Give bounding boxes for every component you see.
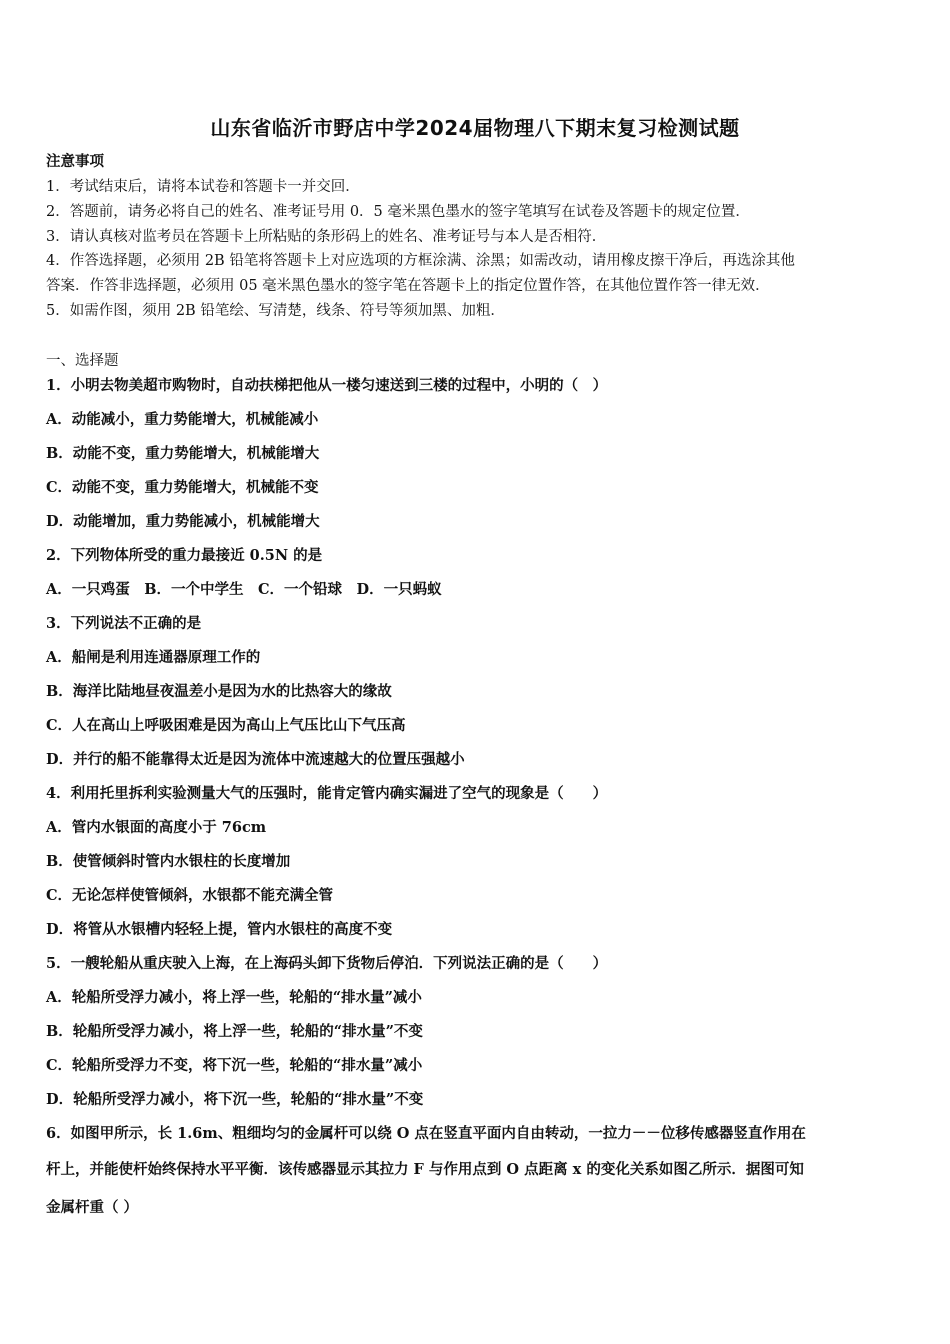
question-6-line-1: 6．如图甲所示，长 1.6m、粗细均匀的金属杆可以绕 O 点在竖直平面内自由转动，一拉力－－位移传感器竖直作用在: [46, 1125, 806, 1142]
question-2-options: A．一只鸡蛋 B．一个中学生 C．一个铅球 D．一只蚂蚁: [46, 581, 442, 598]
question-3-option-a: A．船闸是利用连通器原理工作的: [46, 649, 261, 666]
notes-item: 3．请认真核对监考员在答题卡上所粘贴的条形码上的姓名、准考证号与本人是否相符．: [46, 229, 607, 245]
notes-item: 2．答题前，请务必将自己的姓名、准考证号用 0．5 毫米黑色墨水的签字笔填写在试卷及答题卡的规定位置．: [46, 204, 750, 220]
question-3-option-c: C．人在高山上呼吸困难是因为高山上气压比山下气压高: [46, 717, 406, 734]
question-5-option-c: C．轮船所受浮力不变，将下沉一些，轮船的“排水量”减小: [46, 1057, 423, 1074]
question-5-stem: 5．一艘轮船从重庆驶入上海，在上海码头卸下货物后停泊．下列说法正确的是（ ）: [46, 955, 608, 972]
question-4-stem: 4．利用托里拆利实验测量大气的压强时，能肯定管内确实漏进了空气的现象是（ ）: [46, 785, 608, 802]
notes-item: 答案．作答非选择题，必须用 05 毫米黑色墨水的签字笔在答题卡上的指定位置作答，在其他位置作答一律无效．: [46, 278, 770, 294]
question-3-option-b: B．海洋比陆地昼夜温差小是因为水的比热容大的缘故: [46, 683, 392, 700]
notes-item: 4．作答选择题，必须用 2B 铅笔将答题卡上对应选项的方框涂满、涂黑；如需改动，请用橡皮擦干净后，再选涂其他: [46, 253, 795, 269]
question-1-option-b: B．动能不变，重力势能增大，机械能增大: [46, 445, 320, 462]
question-2-stem: 2．下列物体所受的重力最接近 0.5N 的是: [46, 547, 323, 564]
section-heading: 一、选择题: [46, 353, 119, 369]
question-6-line-2: 杆上，并能使杆始终保持水平平衡．该传感器显示其拉力 F 与作用点到 O 点距离 x 的变化关系如图乙所示．据图可知: [46, 1161, 804, 1178]
notes-item: 1．考试结束后，请将本试卷和答题卡一并交回．: [46, 179, 360, 195]
question-6-line-3: 金属杆重（ ）: [46, 1199, 139, 1216]
question-5-option-b: B．轮船所受浮力减小，将上浮一些，轮船的“排水量”不变: [46, 1023, 423, 1040]
question-3-stem: 3．下列说法不正确的是: [46, 615, 202, 632]
question-3-option-d: D．并行的船不能靠得太近是因为流体中流速越大的位置压强越小: [46, 751, 465, 768]
question-4-option-d: D．将管从水银槽内轻轻上提，管内水银柱的高度不变: [46, 921, 393, 938]
question-4-option-b: B．使管倾斜时管内水银柱的长度增加: [46, 853, 291, 870]
question-5-option-d: D．轮船所受浮力减小，将下沉一些，轮船的“排水量”不变: [46, 1091, 424, 1108]
question-1-stem: 1．小明去物美超市购物时，自动扶梯把他从一楼匀速送到三楼的过程中，小明的（ ）: [46, 377, 608, 394]
question-1-option-d: D．动能增加，重力势能减小，机械能增大: [46, 513, 320, 530]
question-1-option-a: A．动能减小，重力势能增大，机械能减小: [46, 411, 319, 428]
question-4-option-c: C．无论怎样使管倾斜，水银都不能充满全管: [46, 887, 334, 904]
question-1-option-c: C．动能不变，重力势能增大，机械能不变: [46, 479, 319, 496]
page-title: 山东省临沂市野店中学2024届物理八下期末复习检测试题: [210, 116, 740, 140]
question-5-option-a: A．轮船所受浮力减小，将上浮一些，轮船的“排水量”减小: [46, 989, 422, 1006]
question-4-option-a: A．管内水银面的高度小于 76cm: [46, 819, 267, 836]
notes-item: 5．如需作图，须用 2B 铅笔绘、写清楚，线条、符号等须加黑、加粗．: [46, 303, 505, 319]
notes-heading: 注意事项: [46, 153, 104, 170]
